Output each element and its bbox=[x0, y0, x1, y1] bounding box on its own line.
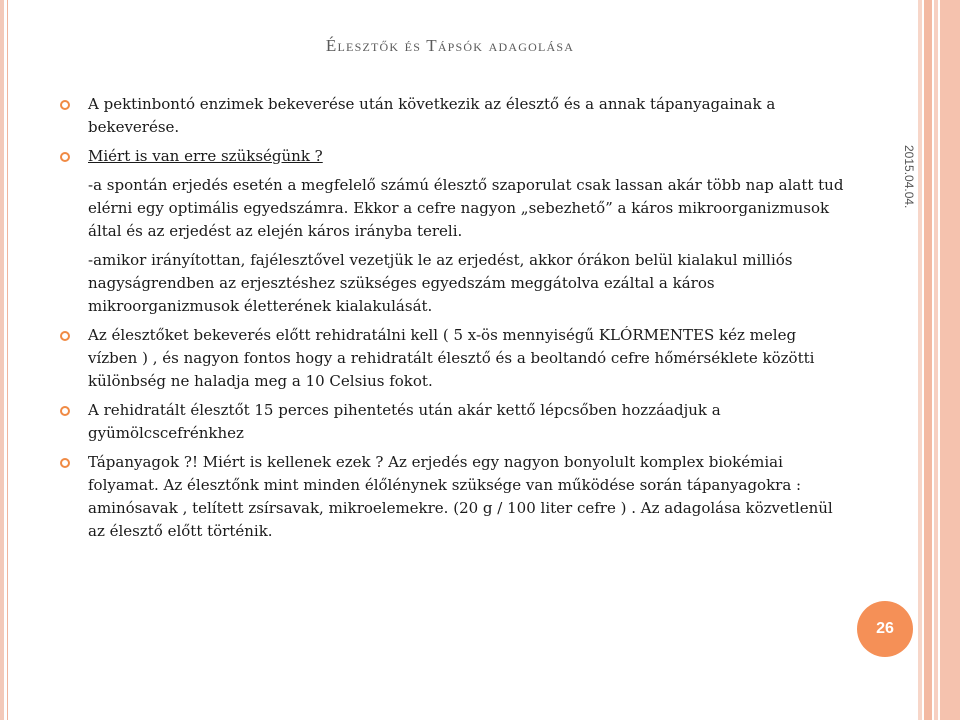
right-stripe-4 bbox=[940, 0, 960, 720]
left-line bbox=[7, 0, 8, 720]
bullet-icon bbox=[60, 458, 70, 468]
item-text: -a spontán erjedés esetén a megfelelő számú élesztő szaporulat csak lassan akár több nap alatt tud elérni egy optimális egyedszámra. Ekkor a cefre nagyon „sebezhető” a káros mikroorganizmusok által és az erjedést az elején káros irányba tereli. bbox=[88, 176, 844, 240]
item-text: A rehidratált élesztőt 15 perces pihentetés után akár kettő lépcsőben hozzáadjuk a gyümölcscefrénkhez bbox=[88, 401, 721, 442]
left-border bbox=[0, 0, 4, 720]
right-stripe-2 bbox=[924, 0, 932, 720]
bullet-icon bbox=[60, 331, 70, 341]
bullet-icon bbox=[60, 406, 70, 416]
right-stripe-1 bbox=[918, 0, 922, 720]
item-text: Miért is van erre szükségünk ? bbox=[88, 147, 323, 165]
sub-item bbox=[60, 174, 850, 243]
list-item bbox=[60, 451, 850, 543]
bullet-icon bbox=[60, 152, 70, 162]
right-stripe-3 bbox=[934, 0, 938, 720]
list-item bbox=[60, 93, 850, 139]
item-text: -amikor irányítottan, fajélesztővel vezetjük le az erjedést, akkor órákon belül kialakul milliós nagyságrendben az erjesztéshez szükséges egyedszám meggátolva ezáltal a káros mikroorganizmusok életterének kialakulását. bbox=[88, 251, 793, 315]
bullet-icon bbox=[60, 100, 70, 110]
slide-content bbox=[60, 93, 850, 549]
item-text: A pektinbontó enzimek bekeverése után következik az élesztő és a annak tápanyagainak a bekeverése. bbox=[88, 95, 776, 136]
list-item bbox=[60, 145, 850, 168]
slide-date: 2015.04.04. bbox=[902, 145, 916, 209]
page-number-badge: 26 bbox=[857, 601, 913, 657]
item-text: Az élesztőket bekeverés előtt rehidratálni kell ( 5 x-ös mennyiségű KLÓRMENTES kéz meleg vízben ) , és nagyon fontos hogy a rehidratált élesztő és a beoltandó cefre hőmérséklete közötti különbség ne haladja meg a 10 Celsius fokot. bbox=[88, 326, 815, 390]
item-text: Tápanyagok ?! Miért is kellenek ezek ? Az erjedés egy nagyon bonyolult komplex biokémiai folyamat. Az élesztőnk mint minden élőlénynek szüksége van működése során tápanyagokra : aminósavak , telített zsírsavak, mikroelemekre. (20 g / 100 liter cefre ) . Az adagolása közvetlenül az élesztő előtt történik. bbox=[88, 453, 833, 540]
slide-title: Élesztők és Tápsók adagolása bbox=[325, 36, 575, 55]
sub-item bbox=[60, 249, 850, 318]
list-item bbox=[60, 324, 850, 393]
list-item bbox=[60, 399, 850, 445]
